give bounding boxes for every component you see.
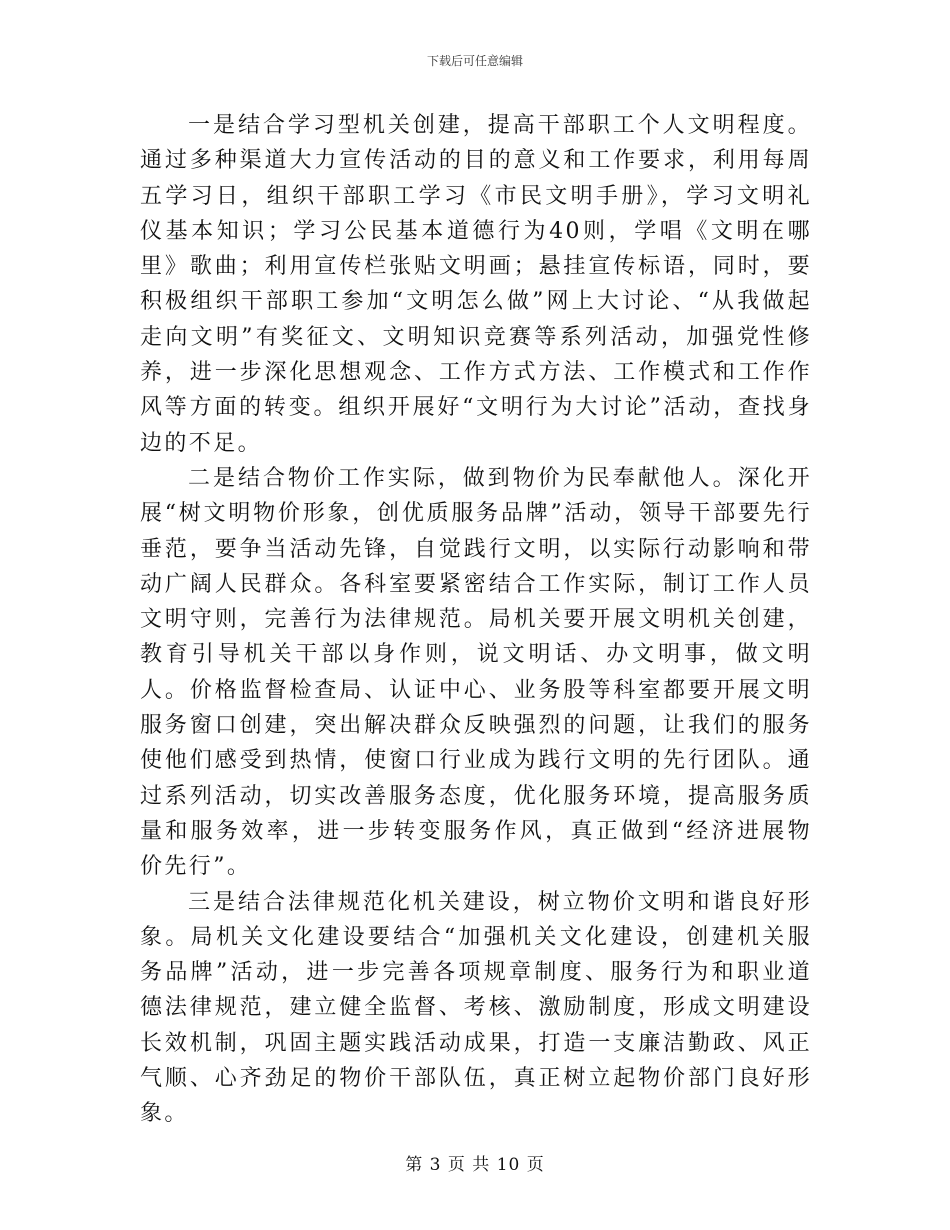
page-header: 下载后可任意编辑 [426, 54, 523, 68]
page-footer: 第 3 页 共 10 页 [405, 1155, 545, 1175]
paragraph-3: 三是结合法律规范化机关建设，树立物价文明和谐良好形象。局机关文化建设要结合“加强机关文化建设，创建机关服务品牌”活动，进一步完善各项规章制度、服务行为和职业道德法律规范，建立健全监督、考核、激励制度，形成文明建设长效机制，巩固主题实践活动成果，打造一支廉洁勤政、风正气顺、心齐劲足的物价干部队伍，真正树立起物价部门良好形象。 [140, 889, 812, 1127]
paragraph-1: 一是结合学习型机关创建，提高干部职工个人文明程度。通过多种渠道大力宣传活动的目的意义和工作要求，利用每周五学习日，组织干部职工学习《市民文明手册》，学习文明礼仪基本知识；学习公民基本道德行为40则，学唱《文明在哪里》歌曲；利用宣传栏张贴文明画；悬挂宣传标语，同时，要积极组织干部职工参加“文明怎么做”网上大讨论、“从我做起走向文明”有奖征文、文明知识竞赛等系列活动，加强党性修养，进一步深化思想观念、工作方式方法、工作模式和工作作风等方面的转变。组织开展好“文明行为大讨论”活动，查找身边的不足。 [140, 113, 812, 456]
document-body [140, 108, 812, 1132]
paragraph-2: 二是结合物价工作实际，做到物价为民奉献他人。深化开展“树文明物价形象，创优质服务品牌”活动，领导干部要先行垂范，要争当活动先锋，自觉践行文明，以实际行动影响和带动广阔人民群众。各科室要紧密结合工作实际，制订工作人员文明守则，完善行为法律规范。局机关要开展文明机关创建，教育引导机关干部以身作则，说文明话、办文明事，做文明人。价格监督检查局、认证中心、业务股等科室都要开展文明服务窗口创建，突出解决群众反映强烈的问题，让我们的服务使他们感受到热情，使窗口行业成为践行文明的先行团队。通过系列活动，切实改善服务态度，优化服务环境，提高服务质量和服务效率，进一步转变服务作风，真正做到“经济进展物价先行”。 [140, 465, 812, 880]
